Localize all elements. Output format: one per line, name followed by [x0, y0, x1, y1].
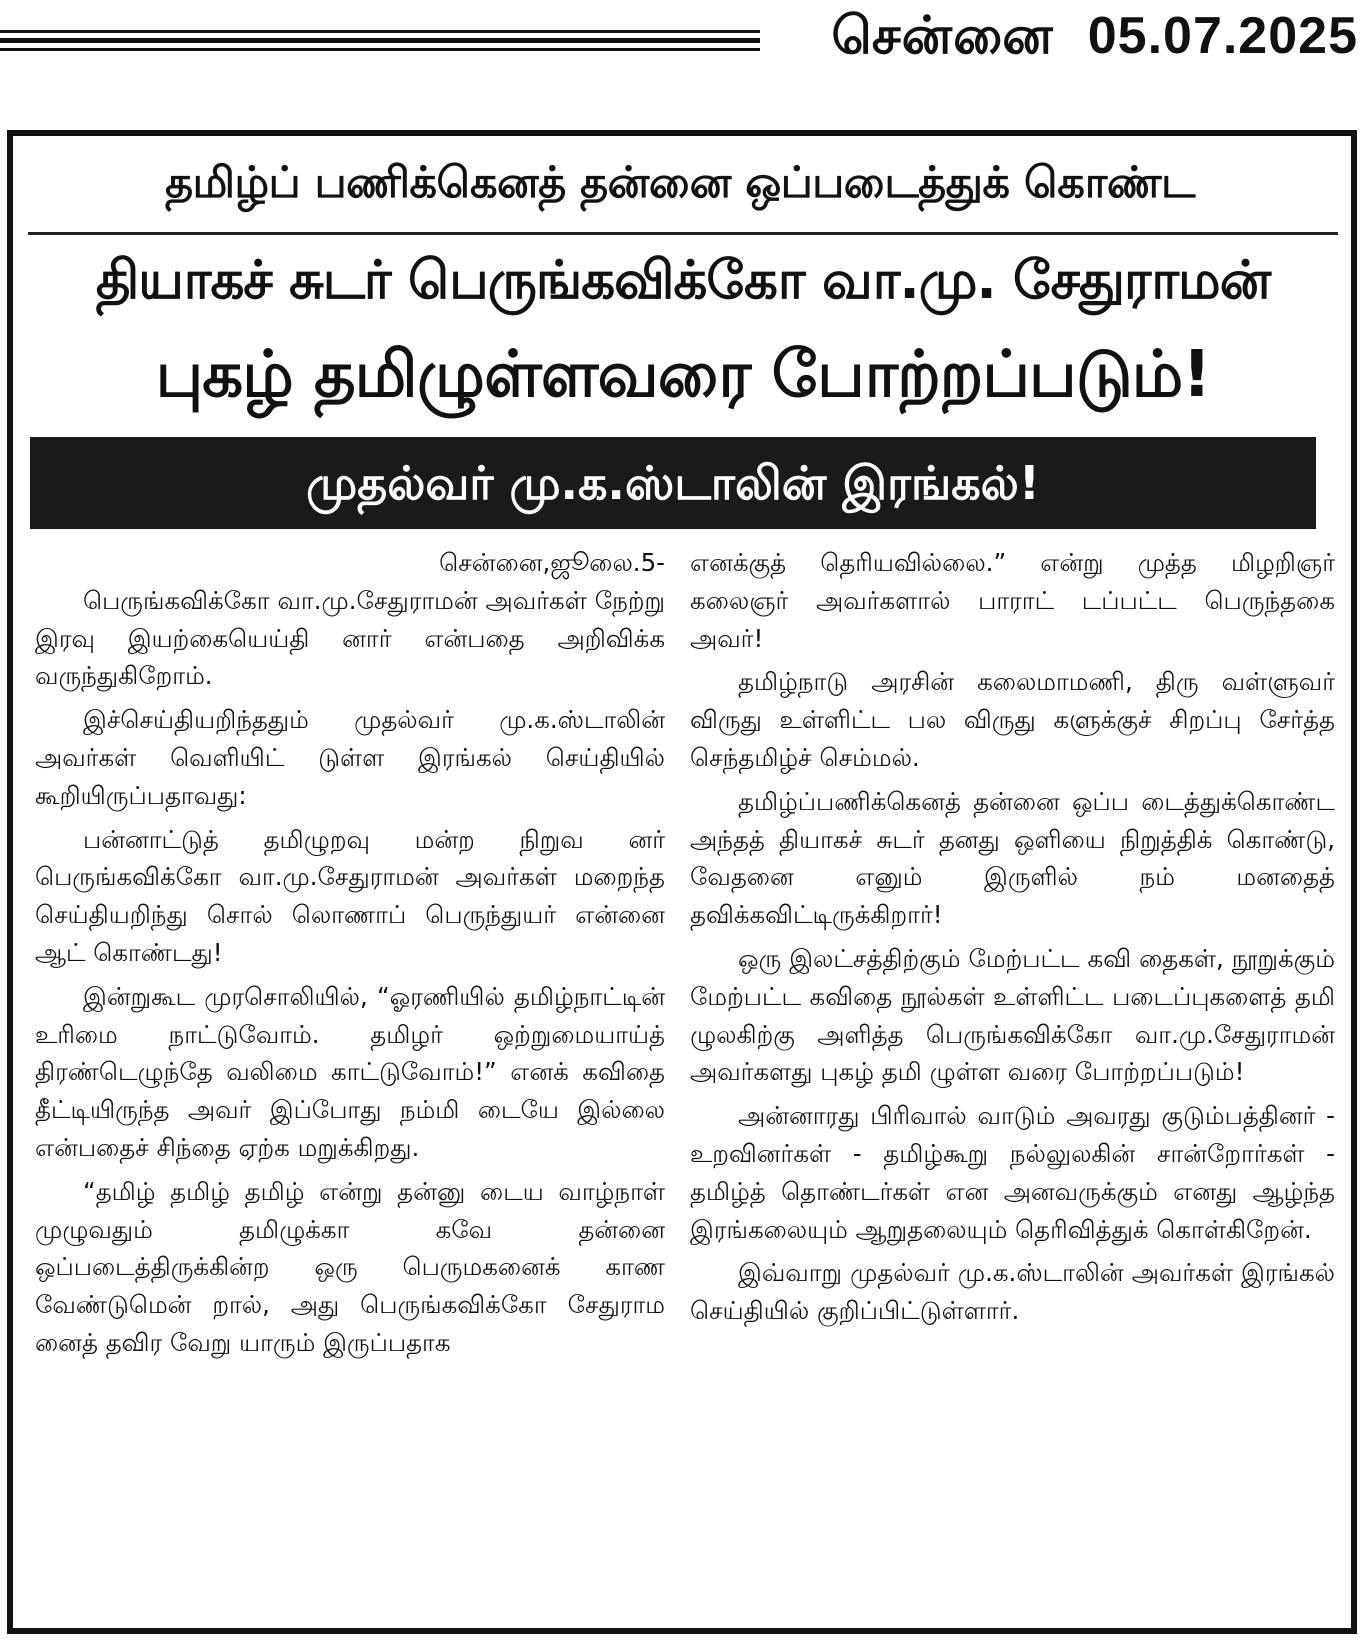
paragraph: எனக்குத் தெரியவில்லை.” என்று முத்த மிழறிஞர் கலைஞர் அவர்களால் பாராட் டப்பட்ட பெருந்தகை அவர்!	[690, 548, 1335, 653]
paragraph: இவ்வாறு முதல்வர் மு.க.ஸ்டாலின் அவர்கள் இரங்கல் செய்தியில் குறிப்பிட்டுள்ளார்.	[690, 1258, 1335, 1326]
edition-city: சென்னை	[831, 7, 1054, 65]
paragraph: “தமிழ் தமிழ் தமிழ் என்று தன்னு டைய வாழ்நாள் முழுவதும் தமிழுக்கா கவே தன்னை ஒப்படைத்திருக்கின்ற ஒரு பெருமகனைக் காண வேண்டுமென் றால், அது பெருங்கவிக்கோ சேதுராம னைத் தவிர வேறு யாரும் இருப்பதாக	[35, 1176, 665, 1357]
paragraph: தமிழ்ப்பணிக்கெனத் தன்னை ஒப்ப டைத்துக்கொண்ட அந்தத் தியாகச் சுடர் தனது ஒளியை நிறுத்திக் கொண்டு, வேதனை எனும் இருளில் நம் மனதைத் தவிக்கவிட்டிருக்கிறார்!	[690, 786, 1335, 930]
paragraph: இன்றுகூட முரசொலியில், “ஓரணியில் தமிழ்நாட்டின் உரிமை நாட்டுவோம். தமிழர் ஒற்றுமையாய்த் திரண்டெழுந்தே வலிமை காட்டுவோம்!” எனக் கவிதை தீட்டியிருந்த அவர் இப்போது நம்மி டையே இல்லை என்பதைச் சிந்தை ஏற்க மறுக்கிறது.	[35, 981, 665, 1162]
paragraph: ஒரு இலட்சத்திற்கும் மேற்பட்ட கவி தைகள், நூறுக்கும் மேற்பட்ட கவிதை நூல்கள் உள்ளிட்ட படைப்புகளைத் தமி ழுலகிற்கு அளித்த பெருங்கவிக்கோ வா.மு.சேதுராமன் அவர்களது புகழ் தமி ழுள்ள வரை போற்றப்படும்!	[690, 943, 1335, 1087]
paragraph: அன்னாரது பிரிவால் வாடும் அவரது குடும்பத்தினர் - உறவினர்கள் - தமிழ்கூறு நல்லுலகின் சான்றோர்கள் - தமிழ்த் தொண்டர்கள் என அனவருக்கும் எனது ஆழ்ந்த இரங்கலையும் ஆறுதலையும் தெரிவித்துக் கொள்கிறேன்.	[690, 1101, 1335, 1244]
paragraph: தமிழ்நாடு அரசின் கலைமாமணி, திரு வள்ளுவர் விருது உள்ளிட்ட பல விருது களுக்குச் சிறப்பு சேர்த்த செந்தமிழ்ச் செம்மல்.	[690, 667, 1335, 772]
masthead-strip	[0, 0, 1370, 80]
article-column-right	[690, 544, 1335, 1336]
edition-date: 05.07.2025	[1087, 7, 1358, 65]
headline-line-2: புகழ் தமிழுள்ளவரை போற்றப்படும்!	[155, 338, 1211, 412]
paragraph: பன்னாட்டுத் தமிழுறவு மன்ற நிறுவ னர் பெருங்கவிக்கோ வா.மு.சேதுராமன் அவர்கள் மறைந்த செய்தியறிந்து சொல் லொணாப் பெருந்துயர் என்னை ஆட் கொண்டது!	[35, 824, 665, 967]
edition-dateline	[797, 6, 1358, 73]
headline-kicker: தமிழ்ப் பணிக்கெனத் தன்னை ஒப்படைத்துக் கொண்ட	[165, 158, 1195, 208]
headline-line-1: தியாகச் சுடர் பெருங்கவிக்கோ வா.மு. சேதுராமன்	[95, 250, 1271, 311]
paragraph: இச்செய்தியறிந்ததும் முதல்வர் மு.க.ஸ்டாலின் அவர்கள் வெளியிட் டுள்ள இரங்கல் செய்தியில் கூறியிருப்பதாவது:	[35, 705, 665, 810]
headline-band: முதல்வர் மு.க.ஸ்டாலின் இரங்கல்!	[30, 437, 1316, 529]
kicker-divider	[28, 232, 1338, 235]
paragraph: பெருங்கவிக்கோ வா.மு.சேதுராமன் அவர்கள் நேற்று இரவு இயற்கையெய்தி னார் என்பதை அறிவிக்க வருந்துகிறோம்.	[35, 585, 665, 691]
article-dateline: சென்னை,ஜூலை.5-	[439, 548, 665, 577]
article-column-left	[35, 544, 665, 1368]
decorative-rules	[0, 30, 760, 56]
